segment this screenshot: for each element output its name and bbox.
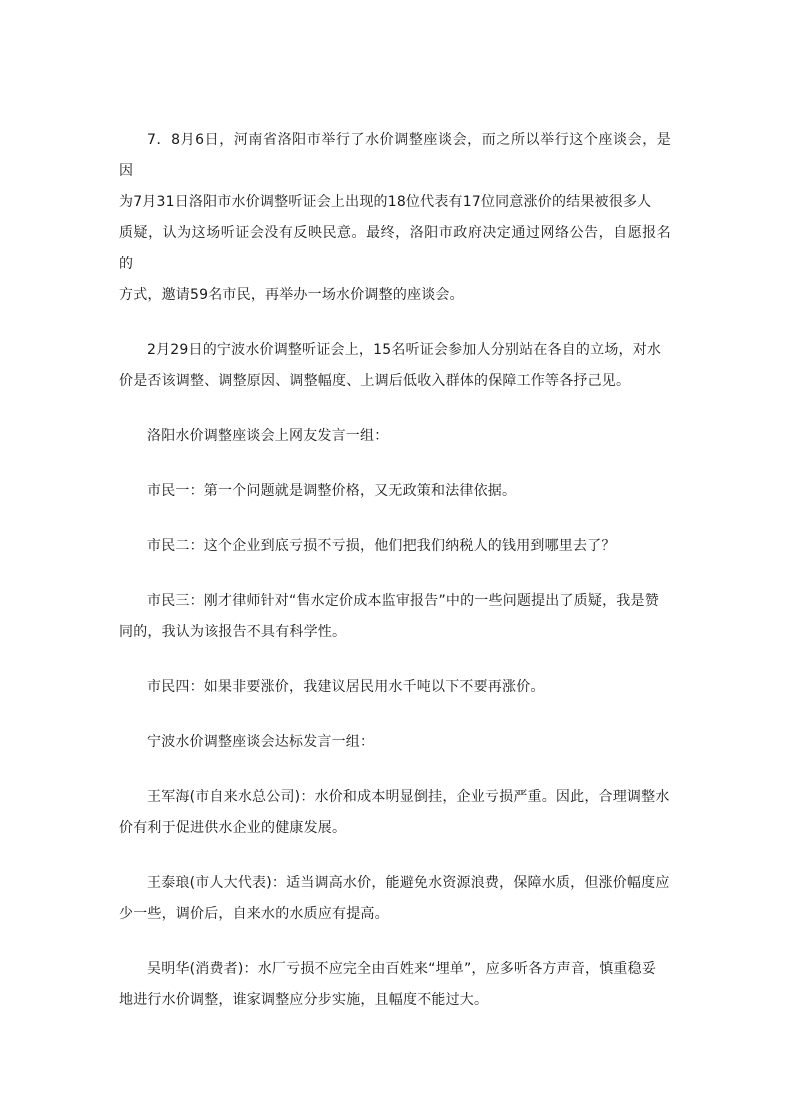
text-line: 王泰琅(市人大代表)：适当调高水价，能避免水资源浪费，保障水质，但涨价幅度应 [147, 875, 670, 891]
text-line: 市民一：第一个问题就是调整价格，又无政策和法律依据。 [147, 483, 517, 499]
paragraph-luoyang-heading [119, 421, 671, 452]
paragraph-citizen-three [119, 586, 671, 648]
text-line: 方式，邀请59名市民，再举办一场水价调整的座谈会。 [119, 287, 464, 303]
paragraph-citizen-four [119, 672, 671, 703]
paragraph-citizen-one [119, 476, 671, 507]
text-line: 宁波水价调整座谈会达标发言一组： [147, 734, 375, 750]
text-line: 质疑，认为这场听证会没有反映民意。最终，洛阳市政府决定通过网络公告，自愿报名的 [119, 225, 671, 272]
paragraph-ningbo-heading [119, 727, 671, 758]
text-line: 7．8月6日，河南省洛阳市举行了水价调整座谈会，而之所以举行这个座谈会，是因 [119, 132, 671, 179]
text-line: 地进行水价调整，谁家调整应分步实施，且幅度不能过大。 [119, 992, 489, 1008]
paragraph-luoyang-forum [119, 125, 671, 311]
text-line: 洛阳水价调整座谈会上网友发言一组： [147, 428, 389, 444]
paragraph-ningbo-hearing [119, 335, 671, 397]
text-line: 市民二：这个企业到底亏损不亏损，他们把我们纳税人的钱用到哪里去了？ [147, 538, 616, 554]
text-line: 吴明华(消费者)：水厂亏损不应完全由百姓来“埋单”，应多听各方声音，慎重稳妥 [147, 961, 657, 977]
document-page [119, 125, 671, 1016]
paragraph-citizen-two [119, 531, 671, 562]
paragraph-wang-junhai [119, 782, 671, 844]
text-line: 为7月31日洛阳市水价调整听证会上出现的18位代表有17位同意涨价的结果被很多人 [119, 194, 652, 210]
text-line: 市民四：如果非要涨价，我建议居民用水千吨以下不要再涨价。 [147, 679, 545, 695]
paragraph-wu-minghua [119, 954, 671, 1016]
text-line: 少一些，调价后，自来水的水质应有提高。 [119, 906, 389, 922]
text-line: 王军海(市自来水总公司)：水价和成本明显倒挂，企业亏损严重。因此，合理调整水 [147, 789, 670, 805]
text-line: 2月29日的宁波水价调整听证会上，15名听证会参加人分别站在各自的立场，对水 [147, 342, 662, 358]
paragraph-wang-tailang [119, 868, 671, 930]
text-line: 价是否该调整、调整原因、调整幅度、上调后低收入群体的保障工作等各抒己见。 [119, 373, 631, 389]
text-line: 价有利于促进供水企业的健康发展。 [119, 820, 347, 836]
text-line: 同的，我认为该报告不具有科学性。 [119, 624, 347, 640]
text-line: 市民三：刚才律师针对“售水定价成本监审报告”中的一些问题提出了质疑，我是赞 [147, 593, 659, 609]
